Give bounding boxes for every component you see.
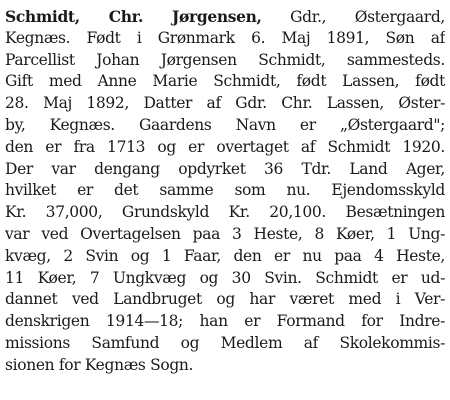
biography-entry — [5, 6, 445, 377]
text-line: 11 Køer, 7 Ungkvæg og 30 Svin. Schmidt er ud- — [5, 268, 445, 287]
text-line: sionen for Kegnæs Sogn. — [5, 355, 194, 374]
text-line: dannet ved Landbruget og har været med i Ver- — [5, 290, 445, 309]
text-line: Gift med Anne Marie Schmidt, født Lassen, født — [5, 72, 445, 91]
text-line: Kegnæs. Født i Grønmark 6. Maj 1891, Søn af — [5, 28, 445, 47]
text-line: den er fra 1713 og er overtaget af Schmidt 1920. — [5, 137, 445, 156]
text-line: denskrigen 1914—18; han er Formand for Indre- — [5, 312, 445, 331]
entry-heading-rest: Gdr., Østergaard, — [290, 8, 445, 26]
text-line: missions Samfund og Medlem af Skolekommis- — [5, 333, 445, 352]
text-line: 28. Maj 1892, Datter af Gdr. Chr. Lassen, Øster- — [5, 94, 445, 113]
text-line: hvilket er det samme som nu. Ejendomsskyld — [5, 181, 445, 200]
text-line: by, Kegnæs. Gaardens Navn er „Østergaard"; — [5, 115, 445, 134]
entry-heading: Schmidt, Chr. Jørgensen, — [5, 7, 262, 26]
text-line: kvæg, 2 Svin og 1 Faar, den er nu paa 4 Heste, — [5, 246, 445, 265]
text-line: var ved Overtagelsen paa 3 Heste, 8 Køer, 1 Ung- — [5, 224, 445, 243]
text-line: Kr. 37,000, Grundskyld Kr. 20,100. Besætningen — [5, 203, 445, 222]
text-line: Der var dengang opdyrket 36 Tdr. Land Ager, — [5, 159, 445, 178]
text-line: Parcellist Johan Jørgensen Schmidt, sammesteds. — [5, 50, 445, 69]
text-line — [5, 6, 445, 28]
